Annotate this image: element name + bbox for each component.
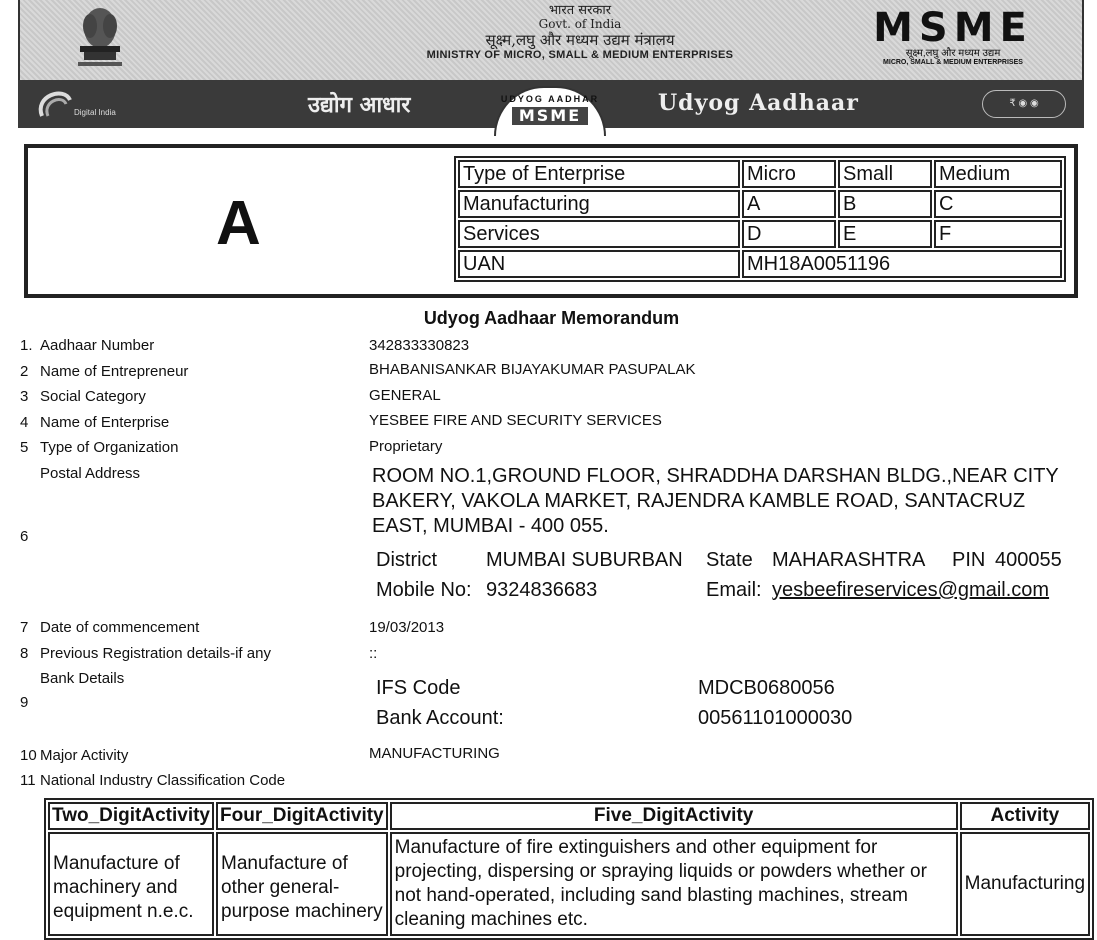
field-label: Bank Details	[40, 670, 125, 687]
table-row	[48, 832, 1090, 936]
field-label: Social Category	[40, 388, 146, 405]
table-cell: B	[838, 190, 932, 218]
email-label: Email:	[706, 579, 762, 601]
field-social-category	[20, 388, 146, 405]
field-organization-type	[20, 439, 178, 456]
enterprise-type-table	[454, 156, 1066, 282]
field-bank-details-number	[20, 694, 40, 711]
field-enterprise-name-value: YESBEE FIRE AND SECURITY SERVICES	[369, 412, 662, 429]
field-label: Aadhaar Number	[40, 337, 155, 354]
field-entrepreneur-value: BHABANISANKAR BIJAYAKUMAR PASUPALAK	[369, 361, 696, 378]
digital-india-icon	[34, 86, 74, 120]
field-number: 10	[20, 747, 37, 764]
udyog-aadhaar-hindi: उद्योग आधार	[308, 92, 411, 118]
table-cell: Medium	[934, 160, 1062, 188]
digital-india-text: Digital India	[74, 108, 116, 117]
hindi-gov-text: भारत सरकार	[548, 3, 612, 18]
rupee-logo-icon: ₹ ◉ ◉	[982, 90, 1066, 118]
state-value: MAHARASHTRA	[772, 549, 926, 571]
field-label: National Industry Classification Code	[40, 772, 286, 789]
column-header: Two_DigitActivity	[48, 802, 214, 830]
column-header: Five_DigitActivity	[390, 802, 958, 830]
table-cell: E	[838, 220, 932, 248]
table-cell: D	[742, 220, 836, 248]
hindi-ministry-text: सूक्ष्म,लघु और मध्यम उद्यम मंत्रालय	[485, 31, 675, 49]
field-aadhaar-number	[20, 337, 154, 354]
msme-logo-hindi: सूक्ष्म,लघु और मध्यम उद्यम	[905, 48, 1001, 59]
memorandum-title	[0, 308, 1097, 329]
field-label: Type of Organization	[40, 439, 179, 456]
field-major-activity-value: MANUFACTURING	[369, 745, 500, 762]
udyog-aadhaar-title: Udyog Aadhaar	[658, 90, 859, 116]
mobile-label: Mobile No:	[376, 579, 472, 601]
field-major-activity	[20, 747, 128, 764]
district-value: MUMBAI SUBURBAN	[486, 549, 683, 571]
msme-logo	[838, 5, 1068, 66]
ifs-value: MDCB0680056	[698, 677, 835, 699]
field-number: 5	[20, 439, 29, 456]
bank-account-value: 00561101000030	[698, 707, 853, 729]
field-label: Postal Address	[40, 465, 141, 482]
ifs-label: IFS Code	[376, 677, 461, 699]
table-cell: F	[934, 220, 1062, 248]
field-number: 9	[20, 694, 29, 711]
seal-ring-text: UDYOG AADHAR	[500, 94, 600, 104]
msme-logo-text: MSME	[873, 5, 1033, 51]
table-cell: Manufacturing	[458, 190, 740, 218]
field-number: 4	[20, 414, 29, 431]
field-number: 6	[20, 528, 29, 545]
header-top	[18, 0, 1084, 80]
field-previous-registration-value: ::	[369, 645, 378, 662]
digital-india-logo	[34, 86, 134, 122]
state-label: State	[706, 549, 753, 571]
column-header: Four_DigitActivity	[216, 802, 388, 830]
field-commencement-date	[20, 619, 199, 636]
email-link[interactable]: yesbeefireservices@gmail.com	[772, 579, 1050, 601]
table-row	[458, 190, 1062, 218]
table-cell: A	[742, 190, 836, 218]
field-number: 7	[20, 619, 29, 636]
category-letter: A	[216, 189, 261, 258]
field-organization-type-value: Proprietary	[369, 438, 443, 455]
udyog-aadhaar-seal	[494, 86, 606, 136]
table-cell: Manufacture of other general-purpose machinery	[216, 832, 388, 936]
field-number: 11	[20, 772, 36, 789]
table-cell: Manufacturing	[960, 832, 1090, 936]
column-header: Activity	[960, 802, 1090, 830]
postal-address-value: ROOM NO.1,GROUND FLOOR, SHRADDHA DARSHAN BLDG.,NEAR CITY BAKERY, VAKOLA MARKET, RAJENDRA KAMBLE ROAD, SANTACRUZ EAST, MUMBAI - 400 055.	[372, 465, 1059, 537]
field-number: 1.	[20, 337, 33, 354]
uan-value: MH18A0051196	[742, 250, 1062, 278]
pin-label: PIN	[952, 549, 986, 571]
field-entrepreneur	[20, 363, 188, 380]
field-number: 3	[20, 388, 29, 405]
bank-account-label: Bank Account:	[376, 707, 504, 729]
field-aadhaar-number-value: 342833330823	[369, 337, 470, 354]
memorandum-title-text: Udyog Aadhaar Memorandum	[423, 308, 680, 328]
field-nic-code	[20, 772, 285, 789]
table-cell: Small	[838, 160, 932, 188]
ministry-text: MINISTRY OF MICRO, SMALL & MEDIUM ENTERPRISES	[426, 49, 734, 61]
ministry-heading	[350, 4, 810, 61]
field-commencement-date-value: 19/03/2013	[369, 619, 445, 636]
table-cell: Type of Enterprise	[458, 160, 740, 188]
uan-label: UAN	[458, 250, 740, 278]
field-label: Previous Registration details-if any	[40, 645, 271, 662]
field-label: Date of commencement	[40, 619, 200, 636]
field-enterprise-name	[20, 414, 169, 431]
field-label: Major Activity	[40, 747, 129, 764]
seal-msme-text: MSME	[512, 107, 588, 125]
field-social-category-value: GENERAL	[369, 387, 441, 404]
table-header-row	[48, 802, 1090, 830]
field-postal-address-number	[20, 528, 40, 545]
pin-value: 400055	[995, 549, 1062, 571]
table-cell: Manufacture of machinery and equipment n.e.c.	[48, 832, 214, 936]
msme-logo-eng: MICRO, SMALL & MEDIUM ENTERPRISES	[883, 59, 1023, 66]
national-emblem-icon	[70, 6, 130, 72]
field-previous-registration	[20, 645, 271, 662]
nic-table	[44, 798, 1094, 940]
mobile-value: 9324836683	[486, 579, 598, 601]
enterprise-category-box	[24, 144, 1078, 298]
table-row	[458, 220, 1062, 248]
gov-text: Govt. of India	[538, 17, 622, 31]
field-bank-details-label	[20, 670, 124, 687]
table-cell: C	[934, 190, 1062, 218]
table-row	[458, 250, 1062, 278]
table-cell: Manufacture of fire extinguishers and other equipment for projecting, dispersing or spraying liquids or powders whether or not hand-operated, including sand blasting machines, stream cleaning machines etc.	[390, 832, 958, 936]
table-cell: Services	[458, 220, 740, 248]
field-label: Name of Enterprise	[40, 414, 170, 431]
field-number: 8	[20, 645, 29, 662]
field-number: 2	[20, 363, 29, 380]
field-label: Name of Entrepreneur	[40, 363, 189, 380]
table-row	[458, 160, 1062, 188]
field-postal-address-label	[20, 465, 140, 482]
district-label: District	[376, 549, 438, 571]
table-cell: Micro	[742, 160, 836, 188]
